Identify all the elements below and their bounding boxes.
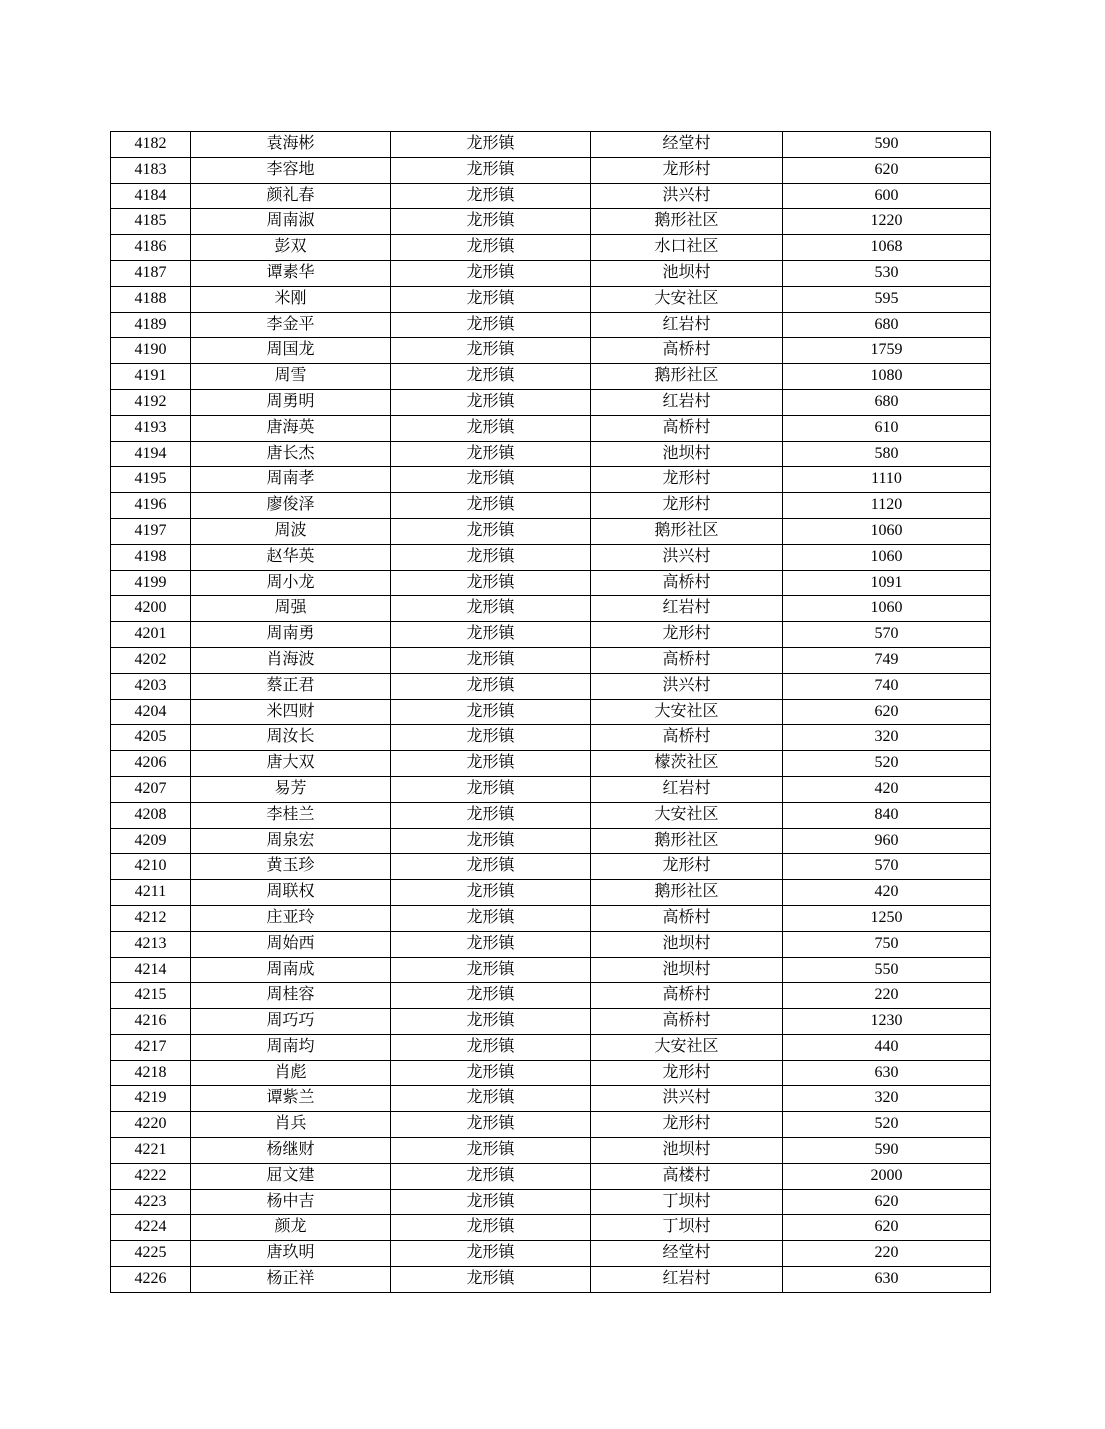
- cell-amount: 740: [783, 673, 991, 699]
- cell-village: 池坝村: [591, 441, 783, 467]
- cell-village: 高桥村: [591, 725, 783, 751]
- cell-id: 4208: [111, 802, 191, 828]
- cell-id: 4203: [111, 673, 191, 699]
- cell-id: 4209: [111, 828, 191, 854]
- cell-name: 周南均: [191, 1034, 391, 1060]
- cell-village: 大安社区: [591, 699, 783, 725]
- cell-town: 龙形镇: [391, 647, 591, 673]
- cell-village: 经堂村: [591, 1241, 783, 1267]
- cell-town: 龙形镇: [391, 467, 591, 493]
- cell-id: 4186: [111, 235, 191, 261]
- cell-town: 龙形镇: [391, 209, 591, 235]
- cell-town: 龙形镇: [391, 1215, 591, 1241]
- cell-name: 谭紫兰: [191, 1086, 391, 1112]
- cell-town: 龙形镇: [391, 132, 591, 158]
- cell-town: 龙形镇: [391, 338, 591, 364]
- cell-village: 红岩村: [591, 1267, 783, 1293]
- cell-id: 4222: [111, 1163, 191, 1189]
- cell-town: 龙形镇: [391, 751, 591, 777]
- cell-village: 鹅形社区: [591, 518, 783, 544]
- cell-name: 周小龙: [191, 570, 391, 596]
- table-row: [111, 983, 991, 1009]
- cell-village: 高楼村: [591, 1163, 783, 1189]
- cell-id: 4211: [111, 880, 191, 906]
- cell-amount: 590: [783, 132, 991, 158]
- cell-village: 水口社区: [591, 235, 783, 261]
- cell-name: 易芳: [191, 776, 391, 802]
- cell-name: 周桂容: [191, 983, 391, 1009]
- cell-id: 4198: [111, 544, 191, 570]
- table-row: [111, 286, 991, 312]
- cell-id: 4220: [111, 1112, 191, 1138]
- cell-amount: 320: [783, 1086, 991, 1112]
- cell-village: 丁坝村: [591, 1189, 783, 1215]
- cell-amount: 1060: [783, 596, 991, 622]
- table-row: [111, 776, 991, 802]
- table-row: [111, 544, 991, 570]
- cell-name: 周联权: [191, 880, 391, 906]
- cell-village: 檬茨社区: [591, 751, 783, 777]
- cell-name: 蔡正君: [191, 673, 391, 699]
- cell-name: 廖俊泽: [191, 493, 391, 519]
- cell-village: 高桥村: [591, 338, 783, 364]
- cell-town: 龙形镇: [391, 157, 591, 183]
- cell-id: 4217: [111, 1034, 191, 1060]
- cell-id: 4193: [111, 415, 191, 441]
- cell-id: 4202: [111, 647, 191, 673]
- cell-town: 龙形镇: [391, 235, 591, 261]
- table-row: [111, 596, 991, 622]
- cell-village: 洪兴村: [591, 544, 783, 570]
- cell-village: 鹅形社区: [591, 828, 783, 854]
- cell-name: 周巧巧: [191, 1009, 391, 1035]
- cell-id: 4189: [111, 312, 191, 338]
- cell-village: 大安社区: [591, 286, 783, 312]
- table-row: [111, 157, 991, 183]
- cell-amount: 1230: [783, 1009, 991, 1035]
- cell-amount: 749: [783, 647, 991, 673]
- cell-name: 杨中吉: [191, 1189, 391, 1215]
- table-row: [111, 260, 991, 286]
- cell-town: 龙形镇: [391, 828, 591, 854]
- cell-amount: 620: [783, 1189, 991, 1215]
- cell-town: 龙形镇: [391, 1060, 591, 1086]
- cell-amount: 620: [783, 699, 991, 725]
- table-row: [111, 415, 991, 441]
- cell-amount: 320: [783, 725, 991, 751]
- cell-amount: 620: [783, 157, 991, 183]
- cell-name: 肖海波: [191, 647, 391, 673]
- table-row: [111, 570, 991, 596]
- cell-amount: 595: [783, 286, 991, 312]
- cell-town: 龙形镇: [391, 544, 591, 570]
- cell-name: 唐玖明: [191, 1241, 391, 1267]
- table-row: [111, 1060, 991, 1086]
- cell-name: 周南淑: [191, 209, 391, 235]
- table-row: [111, 209, 991, 235]
- cell-id: 4207: [111, 776, 191, 802]
- cell-town: 龙形镇: [391, 493, 591, 519]
- cell-village: 洪兴村: [591, 673, 783, 699]
- cell-village: 鹅形社区: [591, 209, 783, 235]
- table-row: [111, 132, 991, 158]
- table-row: [111, 1034, 991, 1060]
- cell-id: 4218: [111, 1060, 191, 1086]
- cell-id: 4210: [111, 854, 191, 880]
- cell-id: 4206: [111, 751, 191, 777]
- cell-town: 龙形镇: [391, 699, 591, 725]
- cell-town: 龙形镇: [391, 415, 591, 441]
- cell-amount: 680: [783, 389, 991, 415]
- cell-village: 池坝村: [591, 1138, 783, 1164]
- cell-village: 龙形村: [591, 493, 783, 519]
- cell-amount: 440: [783, 1034, 991, 1060]
- cell-amount: 750: [783, 931, 991, 957]
- cell-id: 4205: [111, 725, 191, 751]
- cell-id: 4192: [111, 389, 191, 415]
- cell-name: 周波: [191, 518, 391, 544]
- table-row: [111, 725, 991, 751]
- table-row: [111, 647, 991, 673]
- cell-town: 龙形镇: [391, 312, 591, 338]
- table-row: [111, 441, 991, 467]
- cell-name: 周汝长: [191, 725, 391, 751]
- cell-town: 龙形镇: [391, 983, 591, 1009]
- cell-amount: 220: [783, 983, 991, 1009]
- cell-amount: 630: [783, 1060, 991, 1086]
- cell-amount: 1120: [783, 493, 991, 519]
- cell-id: 4188: [111, 286, 191, 312]
- table-row: [111, 183, 991, 209]
- cell-village: 池坝村: [591, 957, 783, 983]
- cell-id: 4184: [111, 183, 191, 209]
- table-row: [111, 1215, 991, 1241]
- cell-village: 龙形村: [591, 1060, 783, 1086]
- cell-id: 4226: [111, 1267, 191, 1293]
- cell-amount: 580: [783, 441, 991, 467]
- cell-village: 经堂村: [591, 132, 783, 158]
- cell-id: 4223: [111, 1189, 191, 1215]
- cell-name: 李容地: [191, 157, 391, 183]
- cell-town: 龙形镇: [391, 389, 591, 415]
- table-row: [111, 828, 991, 854]
- cell-town: 龙形镇: [391, 1138, 591, 1164]
- cell-id: 4191: [111, 364, 191, 390]
- cell-amount: 2000: [783, 1163, 991, 1189]
- cell-id: 4216: [111, 1009, 191, 1035]
- table-row: [111, 493, 991, 519]
- cell-name: 肖彪: [191, 1060, 391, 1086]
- cell-village: 大安社区: [591, 802, 783, 828]
- cell-id: 4194: [111, 441, 191, 467]
- cell-village: 龙形村: [591, 622, 783, 648]
- cell-id: 4214: [111, 957, 191, 983]
- cell-id: 4197: [111, 518, 191, 544]
- cell-amount: 420: [783, 776, 991, 802]
- cell-id: 4190: [111, 338, 191, 364]
- cell-amount: 620: [783, 1215, 991, 1241]
- cell-name: 唐长杰: [191, 441, 391, 467]
- table-row: [111, 467, 991, 493]
- cell-name: 庄亚玲: [191, 905, 391, 931]
- cell-village: 大安社区: [591, 1034, 783, 1060]
- cell-town: 龙形镇: [391, 880, 591, 906]
- table-row: [111, 854, 991, 880]
- cell-name: 米四财: [191, 699, 391, 725]
- cell-id: 4185: [111, 209, 191, 235]
- cell-amount: 550: [783, 957, 991, 983]
- cell-amount: 530: [783, 260, 991, 286]
- cell-name: 黄玉珍: [191, 854, 391, 880]
- cell-village: 红岩村: [591, 776, 783, 802]
- cell-amount: 1220: [783, 209, 991, 235]
- cell-id: 4204: [111, 699, 191, 725]
- table-row: [111, 1086, 991, 1112]
- cell-town: 龙形镇: [391, 1267, 591, 1293]
- cell-village: 高桥村: [591, 570, 783, 596]
- cell-village: 洪兴村: [591, 1086, 783, 1112]
- cell-amount: 610: [783, 415, 991, 441]
- cell-town: 龙形镇: [391, 441, 591, 467]
- table-row: [111, 389, 991, 415]
- cell-village: 池坝村: [591, 931, 783, 957]
- table-row: [111, 622, 991, 648]
- table-row: [111, 235, 991, 261]
- cell-amount: 520: [783, 751, 991, 777]
- table-row: [111, 673, 991, 699]
- cell-id: 4212: [111, 905, 191, 931]
- cell-id: 4225: [111, 1241, 191, 1267]
- cell-name: 周国龙: [191, 338, 391, 364]
- cell-village: 高桥村: [591, 983, 783, 1009]
- cell-village: 鹅形社区: [591, 364, 783, 390]
- cell-town: 龙形镇: [391, 1112, 591, 1138]
- cell-amount: 520: [783, 1112, 991, 1138]
- table-row: [111, 1138, 991, 1164]
- cell-id: 4224: [111, 1215, 191, 1241]
- cell-amount: 1060: [783, 544, 991, 570]
- table-row: [111, 802, 991, 828]
- cell-name: 颜龙: [191, 1215, 391, 1241]
- cell-town: 龙形镇: [391, 1086, 591, 1112]
- cell-name: 唐海英: [191, 415, 391, 441]
- table-row: [111, 1163, 991, 1189]
- cell-village: 红岩村: [591, 312, 783, 338]
- cell-name: 肖兵: [191, 1112, 391, 1138]
- table-row: [111, 751, 991, 777]
- cell-amount: 960: [783, 828, 991, 854]
- cell-name: 周雪: [191, 364, 391, 390]
- cell-name: 谭素华: [191, 260, 391, 286]
- table-row: [111, 931, 991, 957]
- table-row: [111, 957, 991, 983]
- cell-town: 龙形镇: [391, 1034, 591, 1060]
- cell-id: 4199: [111, 570, 191, 596]
- cell-name: 颜礼春: [191, 183, 391, 209]
- cell-amount: 420: [783, 880, 991, 906]
- cell-name: 周南成: [191, 957, 391, 983]
- cell-town: 龙形镇: [391, 622, 591, 648]
- cell-amount: 570: [783, 622, 991, 648]
- cell-name: 周南勇: [191, 622, 391, 648]
- cell-village: 高桥村: [591, 415, 783, 441]
- cell-amount: 1110: [783, 467, 991, 493]
- cell-village: 龙形村: [591, 157, 783, 183]
- cell-town: 龙形镇: [391, 1009, 591, 1035]
- cell-town: 龙形镇: [391, 802, 591, 828]
- cell-amount: 1060: [783, 518, 991, 544]
- table-row: [111, 1009, 991, 1035]
- cell-id: 4221: [111, 1138, 191, 1164]
- cell-amount: 1091: [783, 570, 991, 596]
- table-row: [111, 880, 991, 906]
- cell-town: 龙形镇: [391, 596, 591, 622]
- cell-village: 龙形村: [591, 467, 783, 493]
- cell-id: 4187: [111, 260, 191, 286]
- cell-amount: 1759: [783, 338, 991, 364]
- cell-name: 杨继财: [191, 1138, 391, 1164]
- cell-name: 袁海彬: [191, 132, 391, 158]
- cell-name: 屈文建: [191, 1163, 391, 1189]
- cell-name: 周泉宏: [191, 828, 391, 854]
- cell-name: 李桂兰: [191, 802, 391, 828]
- table-row: [111, 905, 991, 931]
- cell-town: 龙形镇: [391, 854, 591, 880]
- cell-amount: 630: [783, 1267, 991, 1293]
- cell-name: 杨正祥: [191, 1267, 391, 1293]
- cell-village: 丁坝村: [591, 1215, 783, 1241]
- cell-town: 龙形镇: [391, 957, 591, 983]
- table-row: [111, 1241, 991, 1267]
- cell-town: 龙形镇: [391, 518, 591, 544]
- cell-town: 龙形镇: [391, 905, 591, 931]
- cell-town: 龙形镇: [391, 570, 591, 596]
- data-table: [110, 131, 991, 1293]
- cell-amount: 1250: [783, 905, 991, 931]
- cell-village: 高桥村: [591, 1009, 783, 1035]
- cell-name: 米刚: [191, 286, 391, 312]
- cell-id: 4200: [111, 596, 191, 622]
- table-row: [111, 312, 991, 338]
- cell-town: 龙形镇: [391, 183, 591, 209]
- cell-name: 李金平: [191, 312, 391, 338]
- cell-amount: 680: [783, 312, 991, 338]
- cell-name: 周勇明: [191, 389, 391, 415]
- cell-name: 赵华英: [191, 544, 391, 570]
- cell-town: 龙形镇: [391, 1163, 591, 1189]
- cell-id: 4182: [111, 132, 191, 158]
- cell-id: 4213: [111, 931, 191, 957]
- cell-village: 鹅形社区: [591, 880, 783, 906]
- cell-amount: 1068: [783, 235, 991, 261]
- cell-village: 龙形村: [591, 1112, 783, 1138]
- table-row: [111, 518, 991, 544]
- cell-village: 红岩村: [591, 596, 783, 622]
- table-row: [111, 1189, 991, 1215]
- cell-village: 高桥村: [591, 905, 783, 931]
- cell-village: 龙形村: [591, 854, 783, 880]
- cell-name: 彭双: [191, 235, 391, 261]
- table-row: [111, 699, 991, 725]
- cell-amount: 840: [783, 802, 991, 828]
- cell-name: 唐大双: [191, 751, 391, 777]
- cell-town: 龙形镇: [391, 286, 591, 312]
- cell-id: 4201: [111, 622, 191, 648]
- table-body: [111, 132, 991, 1293]
- table-row: [111, 338, 991, 364]
- cell-town: 龙形镇: [391, 776, 591, 802]
- cell-town: 龙形镇: [391, 673, 591, 699]
- cell-id: 4196: [111, 493, 191, 519]
- cell-amount: 590: [783, 1138, 991, 1164]
- cell-village: 红岩村: [591, 389, 783, 415]
- table-row: [111, 1267, 991, 1293]
- table-row: [111, 1112, 991, 1138]
- cell-name: 周始西: [191, 931, 391, 957]
- cell-id: 4219: [111, 1086, 191, 1112]
- cell-town: 龙形镇: [391, 931, 591, 957]
- cell-village: 高桥村: [591, 647, 783, 673]
- cell-town: 龙形镇: [391, 1241, 591, 1267]
- cell-amount: 1080: [783, 364, 991, 390]
- cell-name: 周强: [191, 596, 391, 622]
- cell-amount: 570: [783, 854, 991, 880]
- cell-town: 龙形镇: [391, 364, 591, 390]
- cell-amount: 220: [783, 1241, 991, 1267]
- cell-village: 池坝村: [591, 260, 783, 286]
- cell-id: 4195: [111, 467, 191, 493]
- cell-village: 洪兴村: [591, 183, 783, 209]
- cell-id: 4215: [111, 983, 191, 1009]
- cell-name: 周南孝: [191, 467, 391, 493]
- cell-id: 4183: [111, 157, 191, 183]
- cell-town: 龙形镇: [391, 1189, 591, 1215]
- table-row: [111, 364, 991, 390]
- cell-town: 龙形镇: [391, 260, 591, 286]
- cell-town: 龙形镇: [391, 725, 591, 751]
- cell-amount: 600: [783, 183, 991, 209]
